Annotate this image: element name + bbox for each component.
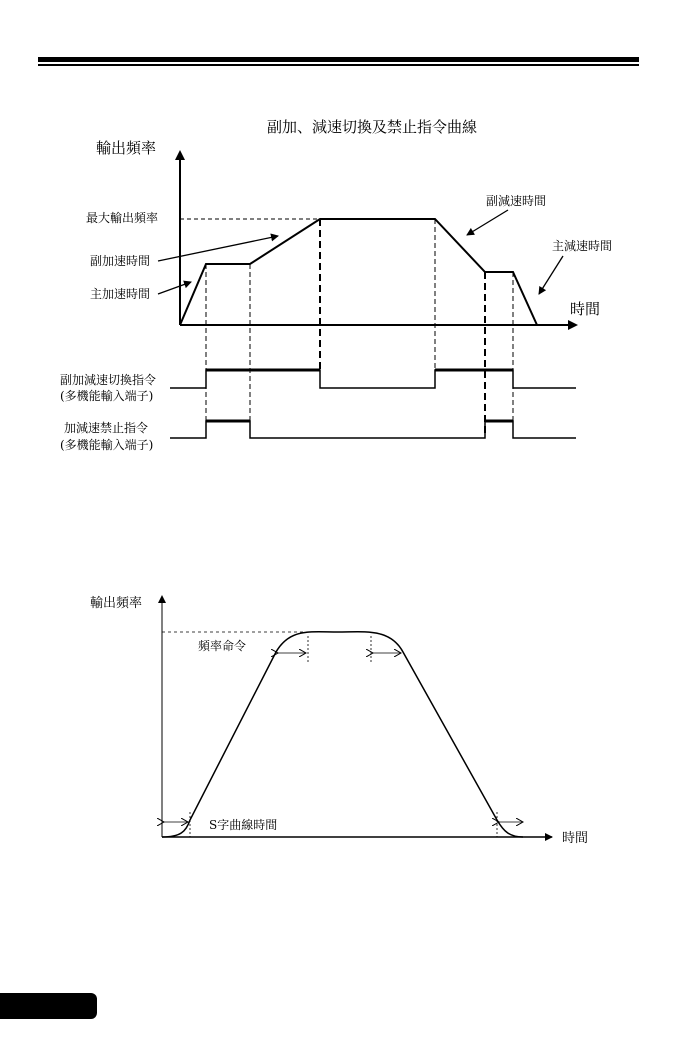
page-tab xyxy=(0,993,97,1019)
diagram1-title: 副加、減速切換及禁止指令曲線 xyxy=(266,118,478,136)
switch-cmd-label: 副加減速切換指令 xyxy=(60,373,157,387)
freq-cmd-label: 頻率命令 xyxy=(198,639,247,653)
main-decel-label: 主減速時間 xyxy=(552,239,613,253)
main-accel-arrow xyxy=(158,282,191,294)
x-axis-label: 時間 xyxy=(570,300,601,318)
y-axis-label: 輸出頻率 xyxy=(96,139,157,157)
aux-decel-arrow xyxy=(467,210,508,235)
s-x-axis-label: 時間 xyxy=(562,831,589,846)
hold-command-signal xyxy=(170,421,576,438)
diagram-s-curve xyxy=(90,595,588,846)
switch-command-signal xyxy=(170,370,576,388)
switch-cmd-sub: (多機能輸入端子) xyxy=(60,389,154,403)
s-y-axis-label: 輸出頻率 xyxy=(90,596,143,611)
hold-cmd-label: 加減速禁止指令 xyxy=(64,421,149,435)
main-decel-arrow xyxy=(539,256,563,294)
s-curve-time-label: S字曲線時間 xyxy=(209,818,278,832)
hold-cmd-sub: (多機能輸入端子) xyxy=(60,438,154,452)
main-accel-label: 主加速時間 xyxy=(90,287,151,301)
aux-accel-label: 副加速時間 xyxy=(90,254,151,268)
output-frequency-curve xyxy=(180,219,537,325)
aux-decel-label: 副減速時間 xyxy=(486,194,547,208)
s-curve-output xyxy=(162,632,523,837)
diagram-accel-decel-switch xyxy=(60,118,612,452)
max-freq-label: 最大輸出頻率 xyxy=(86,211,159,225)
